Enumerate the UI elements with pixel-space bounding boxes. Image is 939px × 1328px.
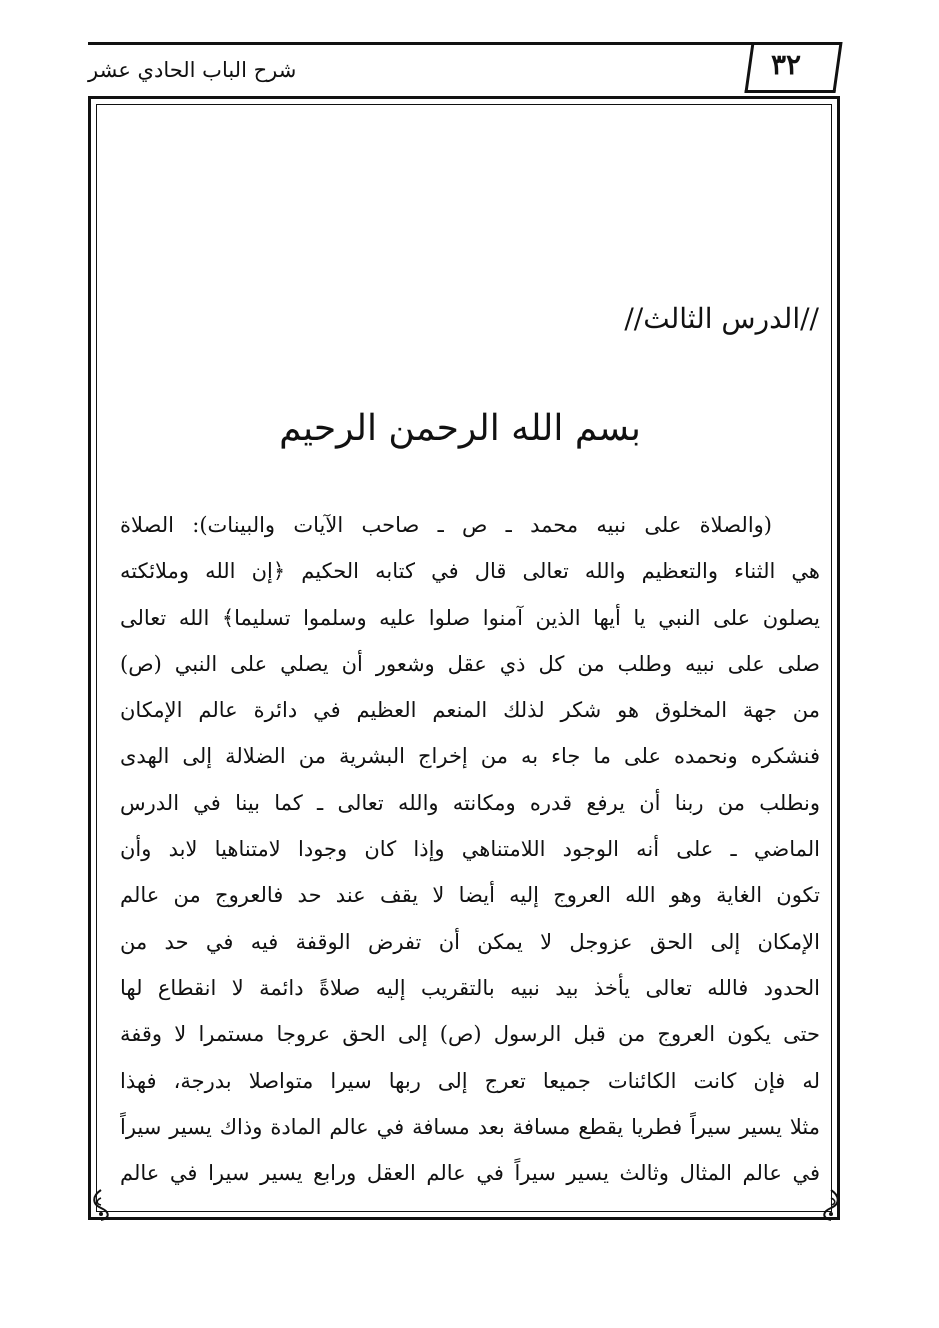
- right-corner-ornament-icon: [818, 1188, 844, 1222]
- body-line: الحدود فالله تعالى يأخذ بيد نبيه بالتقريب إليه صلاةً دائمة لا انقطاع لها: [120, 975, 820, 1000]
- header-rule: [88, 42, 840, 45]
- page-number: ٣٢: [770, 48, 802, 81]
- body-line: حتى يكون العروج من قبل الرسول (ص) إلى الحق عروجا مستمرا لا وقفة: [120, 1022, 820, 1047]
- body-line: من جهة المخلوق هو شكر لذلك المنعم العظيم في دائرة عالم الإمكان: [120, 698, 820, 723]
- body-line: له فإن كانت الكائنات جميعا تعرج إلى ربها سيرا متواصلا بدرجة، فهذا: [120, 1068, 820, 1093]
- body-line: تكون الغاية وهو الله العروج إليه أيضا لا يقف عند حد فالعروج من عالم: [120, 883, 820, 908]
- body-line: فنشكره ونحمده على ما جاء به من إخراج البشرية من الضلالة إلى الهدى: [120, 744, 820, 769]
- body-line: الإمكان إلى الحق عزوجل لا يمكن أن تفرض الوقفة فيه في حد من: [120, 929, 820, 954]
- body-line: الماضي ـ على أنه الوجود اللامتناهي وإذا كان وجودا لامتناهيا لابد وأن: [120, 837, 820, 862]
- body-line: هي الثناء والتعظيم والله تعالى قال في كتابه الحكيم ﴿إن الله وملائكته: [120, 559, 820, 584]
- body-line: (والصلاة على نبيه محمد ـ ص ـ صاحب الآيات والبينات): الصلاة: [120, 513, 772, 537]
- basmala: بسم الله الرحمن الرحيم: [279, 408, 641, 449]
- running-title: شرح الباب الحادي عشر: [88, 58, 297, 82]
- body-text: [120, 502, 820, 1196]
- body-line: في عالم المثال وثالث يسير سيراً في عالم العقل ورابع يسير سيرا في عالم: [120, 1161, 820, 1186]
- body-line: صلى على نبيه وطلب من كل ذي عقل وشعور أن يصلي على النبي (ص): [120, 651, 820, 676]
- body-line: يصلون على النبي يا أيها الذين آمنوا صلوا عليه وسلموا تسليما﴾ الله تعالى: [120, 605, 820, 630]
- body-line: مثلا يسير سيراً فطريا يقطع مسافة بعد مسافة في عالم المادة وذاك يسير سيراً: [120, 1114, 820, 1139]
- left-corner-ornament-icon: [88, 1188, 114, 1222]
- lesson-title: //الدرس الثالث//: [624, 302, 819, 335]
- body-line: ونطلب من ربنا أن يرفع قدره ومكانته والله تعالى ـ كما بينا في الدرس: [120, 790, 820, 815]
